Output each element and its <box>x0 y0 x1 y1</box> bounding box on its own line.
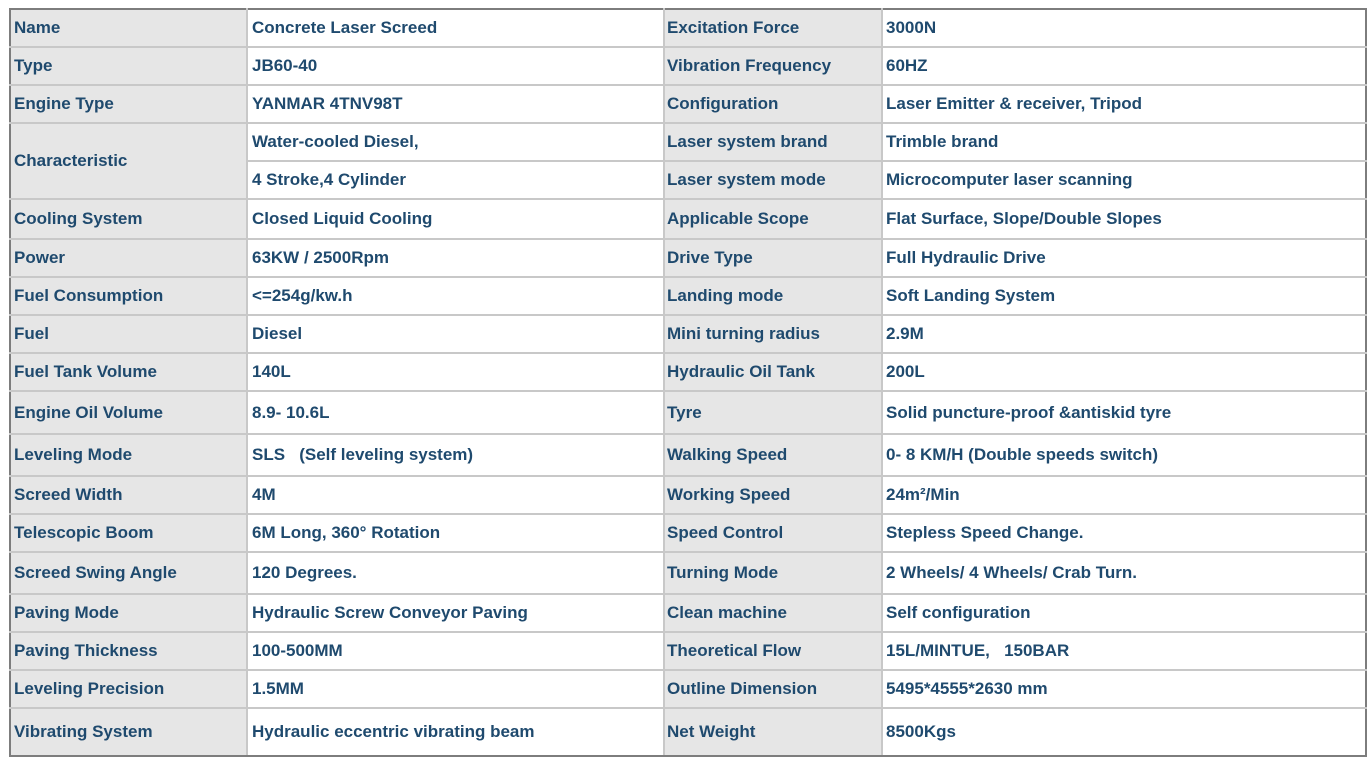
spec-label: Paving Thickness <box>10 632 247 670</box>
spec-label: Screed Swing Angle <box>10 552 247 594</box>
spec-value: Full Hydraulic Drive <box>882 239 1366 277</box>
spec-label: Fuel Tank Volume <box>10 353 247 391</box>
spec-value: 3000N <box>882 9 1366 47</box>
spec-value: 5495*4555*2630 mm <box>882 670 1366 708</box>
spec-value: 100-500MM <box>247 632 664 670</box>
spec-value: YANMAR 4TNV98T <box>247 85 664 123</box>
spec-label: Laser system brand <box>664 123 882 161</box>
spec-value: JB60-40 <box>247 47 664 85</box>
spec-value: SLS (Self leveling system) <box>247 434 664 476</box>
spec-label: Engine Oil Volume <box>10 391 247 434</box>
spec-table <box>9 8 1367 757</box>
spec-label: Walking Speed <box>664 434 882 476</box>
spec-label: Working Speed <box>664 476 882 514</box>
table-row <box>10 708 1366 756</box>
spec-label: Fuel Consumption <box>10 277 247 315</box>
spec-value: 4 Stroke,4 Cylinder <box>247 161 664 199</box>
spec-value: 2.9M <box>882 315 1366 353</box>
spec-value: 120 Degrees. <box>247 552 664 594</box>
spec-label: Telescopic Boom <box>10 514 247 552</box>
spec-label: Name <box>10 9 247 47</box>
spec-label: Vibrating System <box>10 708 247 756</box>
spec-label: Net Weight <box>664 708 882 756</box>
spec-label: Drive Type <box>664 239 882 277</box>
spec-value: Concrete Laser Screed <box>247 9 664 47</box>
spec-value: <=254g/kw.h <box>247 277 664 315</box>
table-row <box>10 552 1366 594</box>
spec-value: Stepless Speed Change. <box>882 514 1366 552</box>
spec-value: Diesel <box>247 315 664 353</box>
spec-value: 140L <box>247 353 664 391</box>
spec-value: 63KW / 2500Rpm <box>247 239 664 277</box>
table-row <box>10 239 1366 277</box>
table-row <box>10 315 1366 353</box>
spec-value: 8500Kgs <box>882 708 1366 756</box>
table-row <box>10 434 1366 476</box>
spec-label: Landing mode <box>664 277 882 315</box>
spec-value: 200L <box>882 353 1366 391</box>
spec-label: Excitation Force <box>664 9 882 47</box>
spec-value: Self configuration <box>882 594 1366 632</box>
table-row <box>10 9 1366 47</box>
spec-value: Microcomputer laser scanning <box>882 161 1366 199</box>
spec-value: 15L/MINTUE, 150BAR <box>882 632 1366 670</box>
spec-value: Water-cooled Diesel, <box>247 123 664 161</box>
spec-value: 2 Wheels/ 4 Wheels/ Crab Turn. <box>882 552 1366 594</box>
spec-label: Paving Mode <box>10 594 247 632</box>
table-row <box>10 594 1366 632</box>
spec-value: 4M <box>247 476 664 514</box>
spec-label: Theoretical Flow <box>664 632 882 670</box>
spec-value: 6M Long, 360° Rotation <box>247 514 664 552</box>
spec-label: Cooling System <box>10 199 247 239</box>
table-row <box>10 47 1366 85</box>
spec-label: Screed Width <box>10 476 247 514</box>
table-row <box>10 85 1366 123</box>
spec-label: Characteristic <box>10 123 247 199</box>
table-row <box>10 476 1366 514</box>
spec-label: Tyre <box>664 391 882 434</box>
spec-label: Mini turning radius <box>664 315 882 353</box>
spec-label: Fuel <box>10 315 247 353</box>
spec-label: Clean machine <box>664 594 882 632</box>
spec-label: Power <box>10 239 247 277</box>
spec-label: Engine Type <box>10 85 247 123</box>
spec-value: Flat Surface, Slope/Double Slopes <box>882 199 1366 239</box>
table-row <box>10 277 1366 315</box>
spec-label: Hydraulic Oil Tank <box>664 353 882 391</box>
spec-value: Trimble brand <box>882 123 1366 161</box>
spec-label: Configuration <box>664 85 882 123</box>
table-row <box>10 632 1366 670</box>
spec-label: Vibration Frequency <box>664 47 882 85</box>
spec-label: Type <box>10 47 247 85</box>
spec-label: Leveling Mode <box>10 434 247 476</box>
spec-label: Applicable Scope <box>664 199 882 239</box>
spec-label: Speed Control <box>664 514 882 552</box>
spec-value: Soft Landing System <box>882 277 1366 315</box>
spec-label: Outline Dimension <box>664 670 882 708</box>
spec-value: Hydraulic eccentric vibrating beam <box>247 708 664 756</box>
table-row <box>10 199 1366 239</box>
spec-value: 24m²/Min <box>882 476 1366 514</box>
spec-label: Laser system mode <box>664 161 882 199</box>
table-row <box>10 353 1366 391</box>
spec-value: Laser Emitter & receiver, Tripod <box>882 85 1366 123</box>
spec-value: 8.9- 10.6L <box>247 391 664 434</box>
table-row <box>10 670 1366 708</box>
spec-label: Leveling Precision <box>10 670 247 708</box>
spec-value: Solid puncture-proof &antiskid tyre <box>882 391 1366 434</box>
spec-value: 0- 8 KM/H (Double speeds switch) <box>882 434 1366 476</box>
spec-value: Closed Liquid Cooling <box>247 199 664 239</box>
table-row <box>10 514 1366 552</box>
table-row <box>10 123 1366 161</box>
spec-value: Hydraulic Screw Conveyor Paving <box>247 594 664 632</box>
spec-label: Turning Mode <box>664 552 882 594</box>
table-row <box>10 391 1366 434</box>
spec-value: 1.5MM <box>247 670 664 708</box>
spec-value: 60HZ <box>882 47 1366 85</box>
